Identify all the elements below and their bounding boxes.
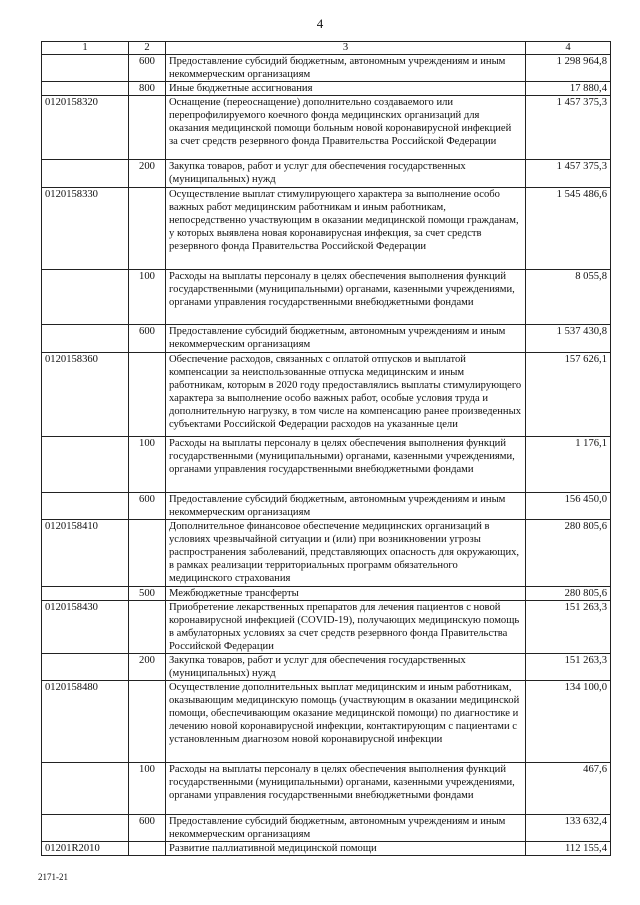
- table-row: [42, 96, 611, 160]
- amount-cell: 1 545 486,6: [526, 188, 611, 270]
- expense-type-cell: 100: [129, 270, 166, 325]
- expense-type-cell: 200: [129, 160, 166, 188]
- description-cell: Осуществление дополнительных выплат медицинским и иным работникам, оказывающим медицинскую помощь (участвующим в оказании медицинской помощи, обеспечивающим оказание медицинской помощи) по диагностике и лечению новой коронавирусной инфекции, контактирующим с пациентами с установленным диагнозом новой коронавирусной инфекции: [166, 681, 526, 763]
- table-row: [42, 325, 611, 353]
- target-code-cell: 0120158410: [42, 520, 129, 587]
- budget-table: [41, 41, 611, 856]
- amount-cell: 157 626,1: [526, 353, 611, 437]
- expense-type-cell: [129, 681, 166, 763]
- target-code-cell: 01201R2010: [42, 842, 129, 856]
- amount-cell: 134 100,0: [526, 681, 611, 763]
- description-cell: Дополнительное финансовое обеспечение медицинских организаций в условиях чрезвычайной ситуации и (или) при возникновении угрозы распространения заболеваний, представляющих опасность для окружающих, в рамках реализации территориальных программ обязательного медицинского страхования: [166, 520, 526, 587]
- target-code-cell: 0120158330: [42, 188, 129, 270]
- page-number: 4: [316, 16, 324, 31]
- table-row: [42, 437, 611, 493]
- table-row: [42, 815, 611, 842]
- description-cell: Закупка товаров, работ и услуг для обеспечения государственных (муниципальных) нужд: [166, 654, 526, 681]
- description-cell: Предоставление субсидий бюджетным, автономным учреждениям и иным некоммерческим организациям: [166, 815, 526, 842]
- amount-cell: 151 263,3: [526, 601, 611, 654]
- description-cell: Обеспечение расходов, связанных с оплатой отпусков и выплатой компенсации за неиспользованные отпуска медицинским и иным работникам, которым в 2020 году предоставлялись выплаты стимулирующего характера за выполнение особо важных работ, особые условия труда и дополнительную нагрузку, в том числе на компенсацию ранее произведенных субъектами Российской Федерации расходов на указанные цели: [166, 353, 526, 437]
- amount-cell: 280 805,6: [526, 520, 611, 587]
- target-code-cell: [42, 763, 129, 815]
- target-code-cell: [42, 654, 129, 681]
- expense-type-cell: 600: [129, 815, 166, 842]
- target-code-cell: [42, 437, 129, 493]
- target-code-cell: [42, 270, 129, 325]
- expense-type-cell: 800: [129, 82, 166, 96]
- table-row: [42, 160, 611, 188]
- amount-cell: 467,6: [526, 763, 611, 815]
- table-row: [42, 82, 611, 96]
- table-row: [42, 520, 611, 587]
- amount-cell: 156 450,0: [526, 493, 611, 520]
- description-cell: Оснащение (переоснащение) дополнительно создаваемого или перепрофилируемого коечного фонда медицинских организаций для оказания медицинской помощи больным новой коронавирусной инфекцией за счет средств резервного фонда Правительства Российской Федерации: [166, 96, 526, 160]
- expense-type-cell: [129, 96, 166, 160]
- description-cell: Закупка товаров, работ и услуг для обеспечения государственных (муниципальных) нужд: [166, 160, 526, 188]
- description-cell: Развитие паллиативной медицинской помощи: [166, 842, 526, 856]
- table-row: [42, 493, 611, 520]
- amount-cell: 1 298 964,8: [526, 55, 611, 82]
- table-row: [42, 587, 611, 601]
- target-code-cell: 0120158430: [42, 601, 129, 654]
- target-code-cell: 0120158320: [42, 96, 129, 160]
- expense-type-cell: [129, 188, 166, 270]
- expense-type-cell: [129, 601, 166, 654]
- amount-cell: 1 176,1: [526, 437, 611, 493]
- expense-type-cell: [129, 520, 166, 587]
- description-cell: Осуществление выплат стимулирующего характера за выполнение особо важных работ медицинским работникам и иным работникам, непосредственно участвующим в оказании медицинской помощи гражданам, у которых выявлена новая коронавирусная инфекция, за счет средств резервного фонда Правительства Российской Федерации: [166, 188, 526, 270]
- table-row: [42, 188, 611, 270]
- expense-type-cell: 200: [129, 654, 166, 681]
- description-cell: Межбюджетные трансферты: [166, 587, 526, 601]
- table-row: [42, 270, 611, 325]
- column-header-expense-type: 2: [129, 42, 166, 55]
- expense-type-cell: [129, 842, 166, 856]
- table-row: [42, 763, 611, 815]
- expense-type-cell: [129, 353, 166, 437]
- description-cell: Предоставление субсидий бюджетным, автономным учреждениям и иным некоммерческим организациям: [166, 493, 526, 520]
- target-code-cell: [42, 82, 129, 96]
- table-row: [42, 842, 611, 856]
- target-code-cell: [42, 160, 129, 188]
- column-header-description: 3: [166, 42, 526, 55]
- amount-cell: 1 457 375,3: [526, 160, 611, 188]
- table-row: [42, 353, 611, 437]
- footer-document-code: 2171-21: [38, 872, 68, 882]
- expense-type-cell: 600: [129, 325, 166, 353]
- table-body: [42, 55, 611, 856]
- table-row: [42, 55, 611, 82]
- expense-type-cell: 600: [129, 493, 166, 520]
- target-code-cell: [42, 815, 129, 842]
- description-cell: Расходы на выплаты персоналу в целях обеспечения выполнения функций государственными (муниципальными) органами, казенными учреждениями, органами управления государственными внебюджетными фондами: [166, 270, 526, 325]
- description-cell: Приобретение лекарственных препаратов для лечения пациентов с новой коронавирусной инфекцией (COVID-19), получающих медицинскую помощь в амбулаторных условиях за счет средств резервного фонда Правительства Российской Федерации: [166, 601, 526, 654]
- target-code-cell: [42, 493, 129, 520]
- amount-cell: 133 632,4: [526, 815, 611, 842]
- expense-type-cell: 100: [129, 437, 166, 493]
- amount-cell: 112 155,4: [526, 842, 611, 856]
- column-header-amount: 4: [526, 42, 611, 55]
- amount-cell: 8 055,8: [526, 270, 611, 325]
- target-code-cell: [42, 325, 129, 353]
- amount-cell: 151 263,3: [526, 654, 611, 681]
- amount-cell: 17 880,4: [526, 82, 611, 96]
- column-header-code: 1: [42, 42, 129, 55]
- target-code-cell: 0120158480: [42, 681, 129, 763]
- description-cell: Иные бюджетные ассигнования: [166, 82, 526, 96]
- table-row: [42, 601, 611, 654]
- description-cell: Предоставление субсидий бюджетным, автономным учреждениям и иным некоммерческим организациям: [166, 55, 526, 82]
- table-header-row: [42, 42, 611, 55]
- amount-cell: 1 537 430,8: [526, 325, 611, 353]
- description-cell: Расходы на выплаты персоналу в целях обеспечения выполнения функций государственными (муниципальными) органами, казенными учреждениями, органами управления государственными внебюджетными фондами: [166, 437, 526, 493]
- expense-type-cell: 600: [129, 55, 166, 82]
- table-row: [42, 654, 611, 681]
- expense-type-cell: 500: [129, 587, 166, 601]
- expense-type-cell: 100: [129, 763, 166, 815]
- amount-cell: 1 457 375,3: [526, 96, 611, 160]
- table-row: [42, 681, 611, 763]
- target-code-cell: [42, 55, 129, 82]
- amount-cell: 280 805,6: [526, 587, 611, 601]
- target-code-cell: 0120158360: [42, 353, 129, 437]
- target-code-cell: [42, 587, 129, 601]
- description-cell: Расходы на выплаты персоналу в целях обеспечения выполнения функций государственными (муниципальными) органами, казенными учреждениями, органами управления государственными внебюджетными фондами: [166, 763, 526, 815]
- description-cell: Предоставление субсидий бюджетным, автономным учреждениям и иным некоммерческим организациям: [166, 325, 526, 353]
